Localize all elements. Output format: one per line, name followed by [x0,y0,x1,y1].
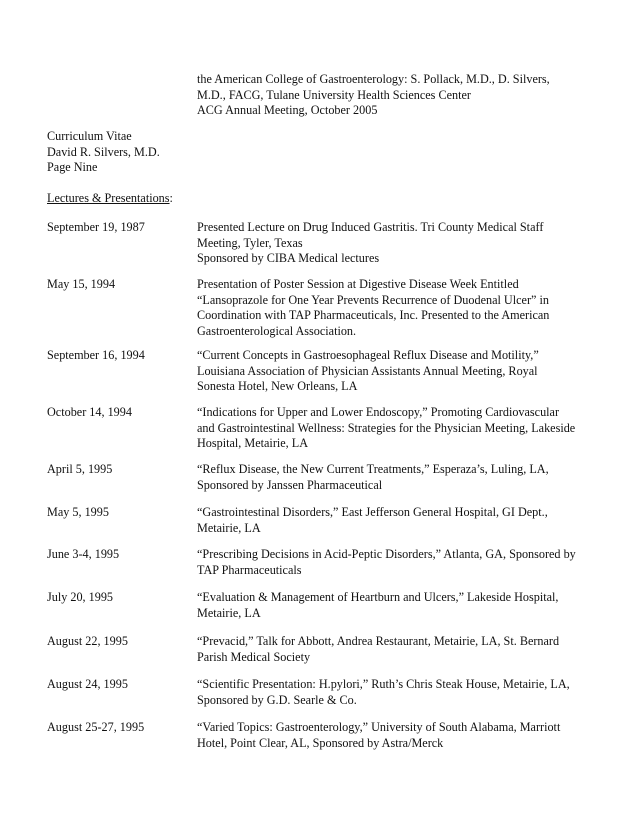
entry-date: April 5, 1995 [47,462,113,476]
entry-line: Louisiana Association of Physician Assistants Annual Meeting, Royal [197,363,538,378]
entry-line: “Current Concepts in Gastroesophageal Reflux Disease and Motility,” [197,348,539,362]
entry-line: Metairie, LA [197,520,261,535]
entry-line: TAP Pharmaceuticals [197,562,302,577]
entry-line: Coordination with TAP Pharmaceuticals, Inc. Presented to the American [197,308,550,322]
entry-description [197,720,607,751]
entry-date: August 24, 1995 [47,677,128,691]
continued-line: ACG Annual Meeting, October 2005 [197,103,378,117]
document-title: Curriculum Vitae [47,129,132,143]
section-heading [47,191,173,207]
entry-line: “Prescribing Decisions in Acid-Peptic Disorders,” Atlanta, GA, Sponsored by [197,547,576,561]
entry-description [197,677,607,708]
entry-description [197,405,607,452]
entry-date: May 15, 1994 [47,277,116,291]
section-heading-text: Lectures & Presentations [47,191,170,205]
entry-line: Hospital, Metairie, LA [197,436,309,450]
entry-date: September 16, 1994 [47,348,145,362]
entry-line: “Reflux Disease, the New Current Treatments,” Esperaza’s, Luling, LA, [197,462,549,476]
entry-date: July 20, 1995 [47,590,114,604]
entry-line: “Scientific Presentation: H.pylori,” Ruth’s Chris Steak House, Metairie, LA, [197,677,570,691]
entry-description [197,348,607,395]
entry-line: and Gastrointestinal Wellness: Strategies for the Physician Meeting, Lakeside [197,420,576,435]
entry-line: “Lansoprazole for One Year Prevents Recurrence of Duodenal Ulcer” in [197,292,549,307]
entry-line: “Varied Topics: Gastroenterology,” University of South Alabama, Marriott [197,720,561,734]
entry-date: June 3-4, 1995 [47,547,120,561]
entry-line: “Evaluation & Management of Heartburn and Ulcers,” Lakeside Hospital, [197,590,559,604]
entry-description [197,462,607,493]
entry-line: “Prevacid,” Talk for Abbott, Andrea Restaurant, Metairie, LA, St. Bernard [197,634,560,648]
entry-description [197,505,607,536]
entry-date: May 5, 1995 [47,505,109,519]
entry-date: August 25-27, 1995 [47,720,145,734]
entry-description [197,220,607,267]
page-number: Page Nine [47,160,98,174]
entry-date: September 19, 1987 [47,220,145,234]
entry-line: Gastroenterological Association. [197,323,357,338]
entry-date: October 14, 1994 [47,405,132,419]
entry-description [197,277,607,339]
entry-line: Presentation of Poster Session at Digestive Disease Week Entitled [197,277,519,291]
continued-line: M.D., FACG, Tulane University Health Sciences Center [197,87,471,102]
section-heading-colon: : [169,191,173,205]
entry-line: Hotel, Point Clear, AL, Sponsored by Astra/Merck [197,735,444,750]
continued-line: the American College of Gastroenterology: S. Pollack, M.D., D. Silvers, [197,72,550,86]
entry-description [197,590,607,621]
entry-line: Presented Lecture on Drug Induced Gastritis. Tri County Medical Staff [197,220,544,234]
entry-line: Sponsored by G.D. Searle & Co. [197,692,357,707]
page-header [47,129,160,176]
entry-line: “Indications for Upper and Lower Endoscopy,” Promoting Cardiovascular [197,405,560,419]
entry-line: Sonesta Hotel, New Orleans, LA [197,379,358,393]
author-name: David R. Silvers, M.D. [47,144,160,159]
entry-line: Parish Medical Society [197,649,311,664]
continued-entry-text [197,72,597,119]
entry-line: Metairie, LA [197,605,261,620]
entry-line: Sponsored by Janssen Pharmaceutical [197,477,383,492]
entry-description [197,547,607,578]
entry-line: “Gastrointestinal Disorders,” East Jefferson General Hospital, GI Dept., [197,505,548,519]
entry-line: Meeting, Tyler, Texas [197,235,303,250]
entry-description [197,634,607,665]
entry-date: August 22, 1995 [47,634,128,648]
entry-line: Sponsored by CIBA Medical lectures [197,251,380,265]
